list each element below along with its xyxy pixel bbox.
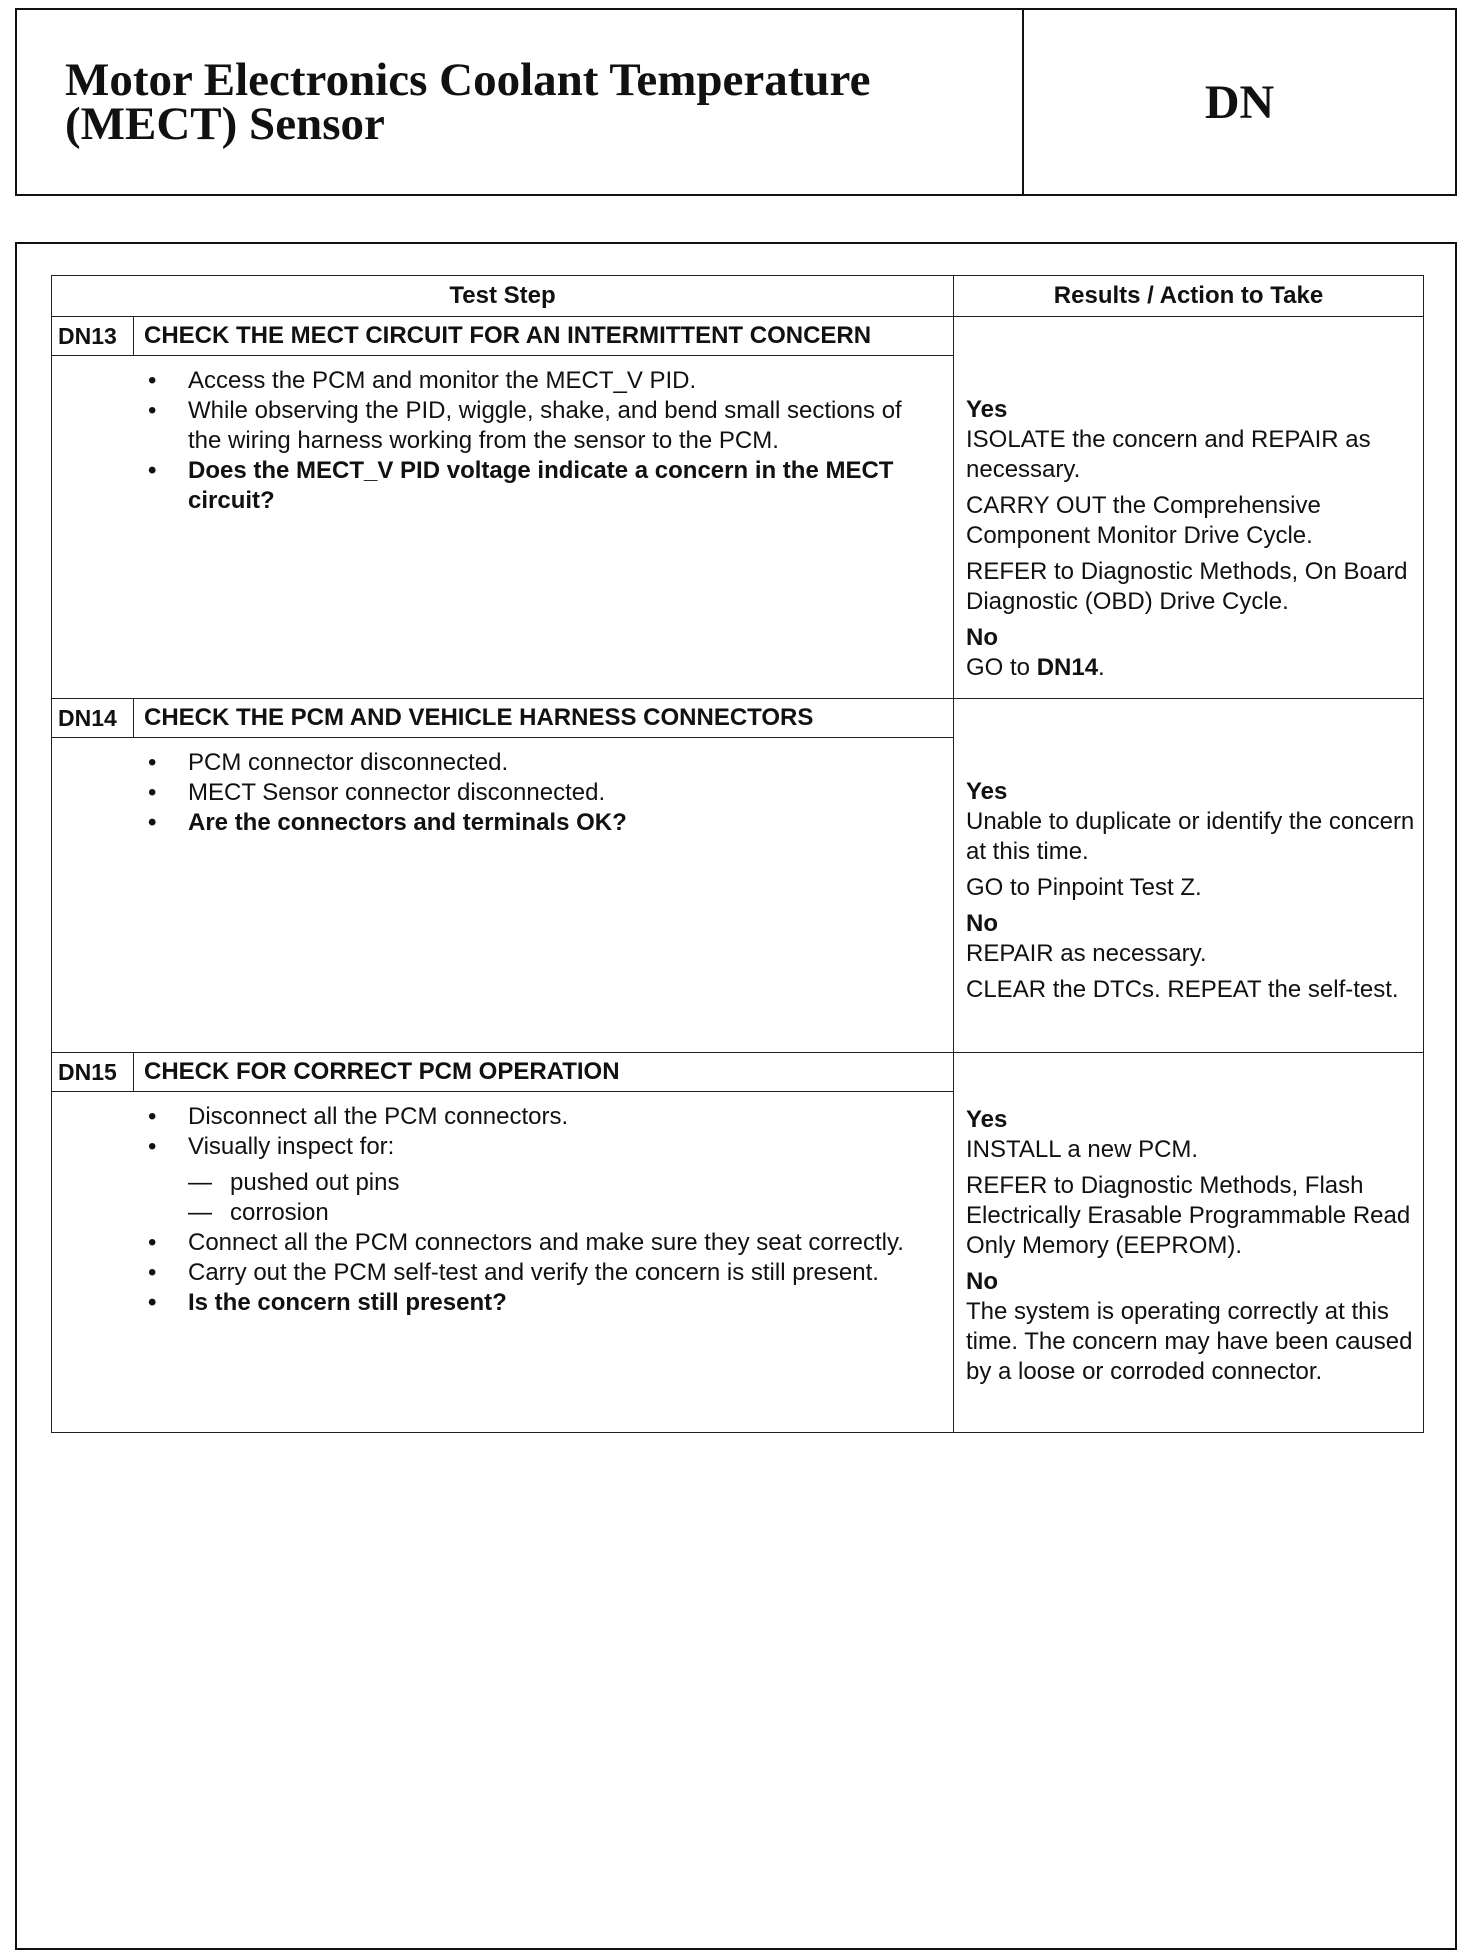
sub-list-item: — pushed out pins — [230, 1168, 933, 1198]
test-step-table — [51, 275, 1424, 1433]
yes-action: REFER to Diagnostic Methods, Flash Electrically Erasable Programmable Read Only Memory (EEPROM). — [966, 1172, 1411, 1259]
yes-label: Yes — [966, 396, 1008, 423]
list-item: • Connect all the PCM connectors and make sure they seat correctly. — [188, 1228, 933, 1258]
step-title: CHECK FOR CORRECT PCM OPERATION — [144, 1058, 620, 1085]
result-cell — [954, 699, 1424, 1053]
list-item: • While observing the PID, wiggle, shake, and bend small sections of the wiring harness working from the sensor to the PCM. — [188, 396, 933, 456]
test-step-cell — [52, 699, 954, 1053]
sub-list-item: — corrosion — [230, 1198, 933, 1228]
result-content — [954, 317, 1423, 683]
test-step-cell — [52, 317, 954, 699]
no-label: No — [966, 1268, 998, 1295]
result-cell — [954, 1053, 1424, 1433]
no-action-suffix: . — [1098, 654, 1105, 681]
yes-action: ISOLATE the concern and REPAIR as necessary. — [966, 426, 1371, 483]
step-question: • Are the connectors and terminals OK? — [188, 808, 933, 838]
list-item: • Access the PCM and monitor the MECT_V PID. — [188, 366, 933, 396]
step-id: DN14 — [52, 699, 134, 737]
step-header — [52, 317, 953, 356]
list-item — [188, 1132, 933, 1228]
result-content — [954, 1053, 1423, 1387]
yes-label: Yes — [966, 1106, 1008, 1133]
list-item: • Disconnect all the PCM connectors. — [188, 1102, 933, 1132]
step-id: DN15 — [52, 1053, 134, 1091]
column-header-test-step: Test Step — [52, 276, 954, 317]
step-reference: DN14 — [1036, 654, 1099, 681]
no-action: CLEAR the DTCs. REPEAT the self-test. — [966, 976, 1399, 1003]
page-title-line1: Motor Electronics Coolant Temperature — [65, 54, 871, 106]
yes-action: INSTALL a new PCM. — [966, 1136, 1199, 1163]
yes-label: Yes — [966, 778, 1008, 805]
page-header — [15, 8, 1457, 196]
step-instructions — [52, 748, 953, 838]
list-item-text: Visually inspect for: — [188, 1133, 395, 1160]
test-step-cell — [52, 1053, 954, 1433]
table-row — [52, 317, 1424, 699]
list-item: • Carry out the PCM self-test and verify the concern is still present. — [188, 1258, 933, 1288]
section-code: DN — [1204, 75, 1275, 129]
yes-action: GO to Pinpoint Test Z. — [966, 874, 1202, 901]
step-question: • Does the MECT_V PID voltage indicate a concern in the MECT circuit? — [188, 456, 933, 516]
step-question: • Is the concern still present? — [188, 1288, 933, 1318]
page-title-line2: (MECT) Sensor — [65, 98, 385, 150]
step-instructions — [52, 366, 953, 516]
table-header-row — [52, 276, 1424, 317]
list-item: • MECT Sensor connector disconnected. — [188, 778, 933, 808]
page-title — [17, 10, 1024, 194]
column-header-results: Results / Action to Take — [954, 276, 1424, 317]
inspection-sublist — [188, 1168, 933, 1228]
no-action-prefix: GO to — [966, 654, 1037, 681]
yes-action: REFER to Diagnostic Methods, On Board Diagnostic (OBD) Drive Cycle. — [966, 558, 1408, 615]
step-header — [52, 1053, 953, 1092]
step-instructions — [52, 1102, 953, 1318]
list-item: • PCM connector disconnected. — [188, 748, 933, 778]
no-label: No — [966, 624, 998, 651]
result-content — [954, 699, 1423, 1005]
no-label: No — [966, 910, 998, 937]
step-title: CHECK THE MECT CIRCUIT FOR AN INTERMITTENT CONCERN — [144, 322, 872, 349]
step-title: CHECK THE PCM AND VEHICLE HARNESS CONNECTORS — [144, 704, 814, 731]
no-action: REPAIR as necessary. — [966, 940, 1207, 967]
yes-action: Unable to duplicate or identify the concern at this time. — [966, 808, 1415, 865]
table-row — [52, 1053, 1424, 1433]
table-row — [52, 699, 1424, 1053]
no-action — [966, 653, 1417, 683]
no-action: The system is operating correctly at this time. The concern may have been caused by a loose or corroded connector. — [966, 1298, 1413, 1385]
step-id: DN13 — [52, 317, 134, 355]
result-cell — [954, 317, 1424, 699]
yes-action: CARRY OUT the Comprehensive Component Monitor Drive Cycle. — [966, 492, 1321, 549]
step-header — [52, 699, 953, 738]
